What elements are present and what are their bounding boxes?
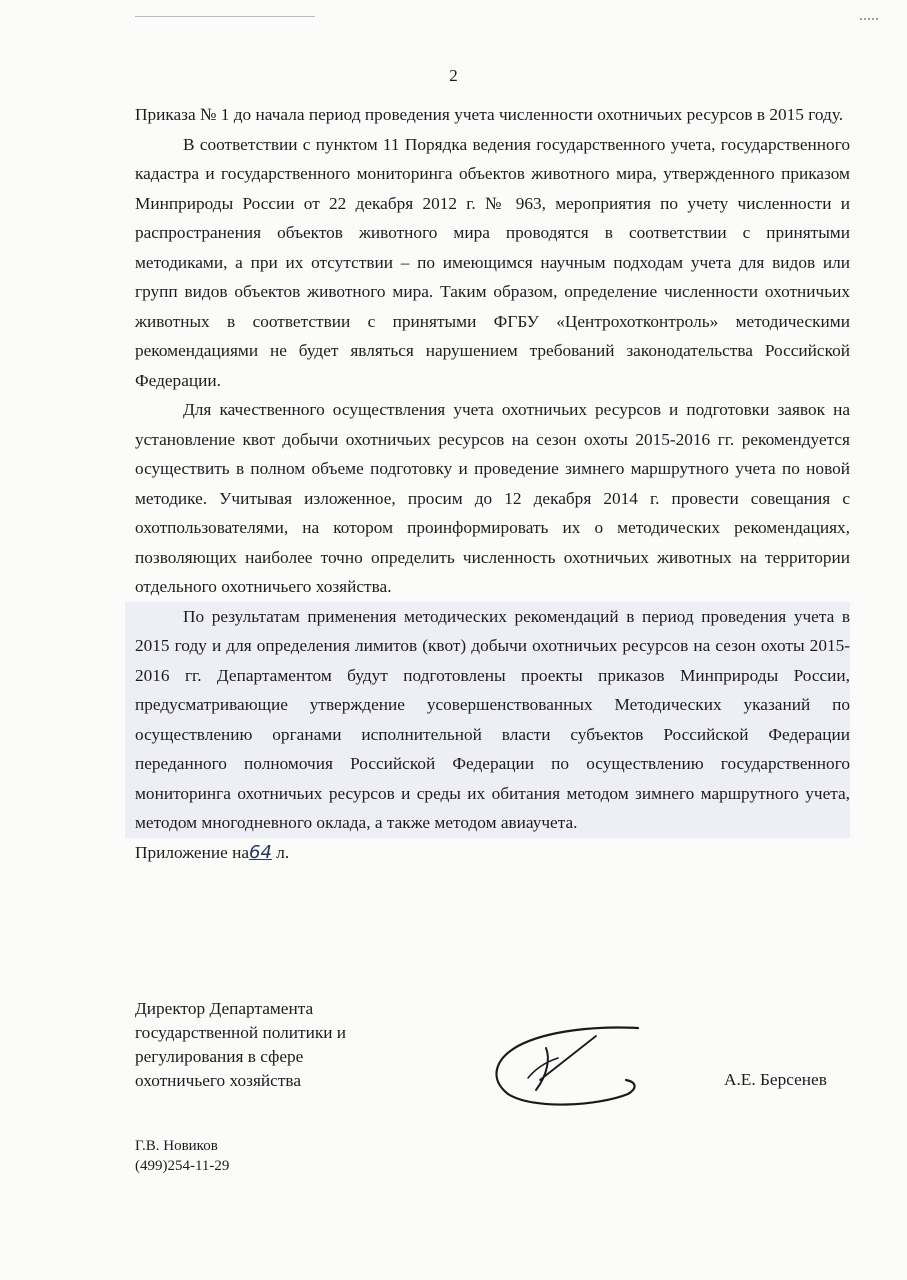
scan-artifact-line [135,16,315,17]
signatory-title-line: Директор Департамента [135,999,314,1018]
paragraph-results: По результатам применения методических рекомендаций в период проведения учета в 2015 году и для определения лимитов (квот) добычи охотничьих ресурсов на сезон охоты 2015-2016 гг. Департаментом будут подготовлены проекты приказов Минприроды России, предусматривающие утверждение усовершенствованных Методических указаний по осуществлению органами исполнительной власти субъектов Российской Федерации переданного полномочия Российской Федерации по осуществлению государственного мониторинга охотничьих ресурсов и среды их обитания методом зимнего маршрутного учета, методом многодневного оклада, а также методом авиаучета. [125,602,850,838]
signatory-title-line: регулирования в сфере [135,1047,304,1066]
contact-info [135,1136,229,1176]
paragraph-recommendation: Для качественного осуществления учета охотничьих ресурсов и подготовки заявок на установление квот добычи охотничьих ресурсов на сезон охоты 2015-2016 гг. рекомендуется осуществить в полном объеме подготовку и проведение зимнего маршрутного учета по новой методике. Учитывая изложенное, просим до 12 декабря 2014 г. провести совещания с охотпользователями, на котором проинформировать их о методических рекомендациях, позволяющих наиболее точно определить численность охотничьих животных на территории отдельного охотничьего хозяйства. [135,400,850,596]
paragraph-continuation: Приказа № 1 до начала период проведения учета численности охотничьих ресурсов в 2015 году. [135,105,844,124]
handwritten-signature [488,1018,648,1110]
signatory-title-line: государственной политики и [135,1023,347,1042]
page-number: 2 [449,66,458,85]
scan-artifact-dots [860,18,878,22]
signatory-name: А.Е. Берсенев [724,1070,827,1089]
signatory-title [135,997,346,1093]
appendix-prefix: Приложение на [135,842,249,862]
contact-phone: (499)254-11-29 [135,1158,230,1174]
appendix-line [135,838,850,868]
appendix-suffix: л. [271,842,290,862]
signatory-title-line: охотничьего хозяйства [135,1071,301,1090]
appendix-page-count: 64 [249,841,272,863]
contact-name: Г.В. Новиков [135,1138,218,1154]
paragraph-legal-basis: В соответствии с пунктом 11 Порядка ведения государственного учета, государственного кадастра и государственного мониторинга объектов животного мира, утвержденного приказом Минприроды России от 22 декабря 2012 г. № 963, мероприятия по учету численности и распространения объектов животного мира проводятся в соответствии с принятыми методиками, а при их отсутствии – по имеющимся научным подходам учета для видов или групп видов объектов животного мира. Таким образом, определение численности охотничьих животных в соответствии с принятыми ФГБУ «Центрохотконтроль» методическими рекомендациями не будет являться нарушением требований законодательства Российской Федерации. [135,134,850,390]
letter-body [135,100,850,867]
